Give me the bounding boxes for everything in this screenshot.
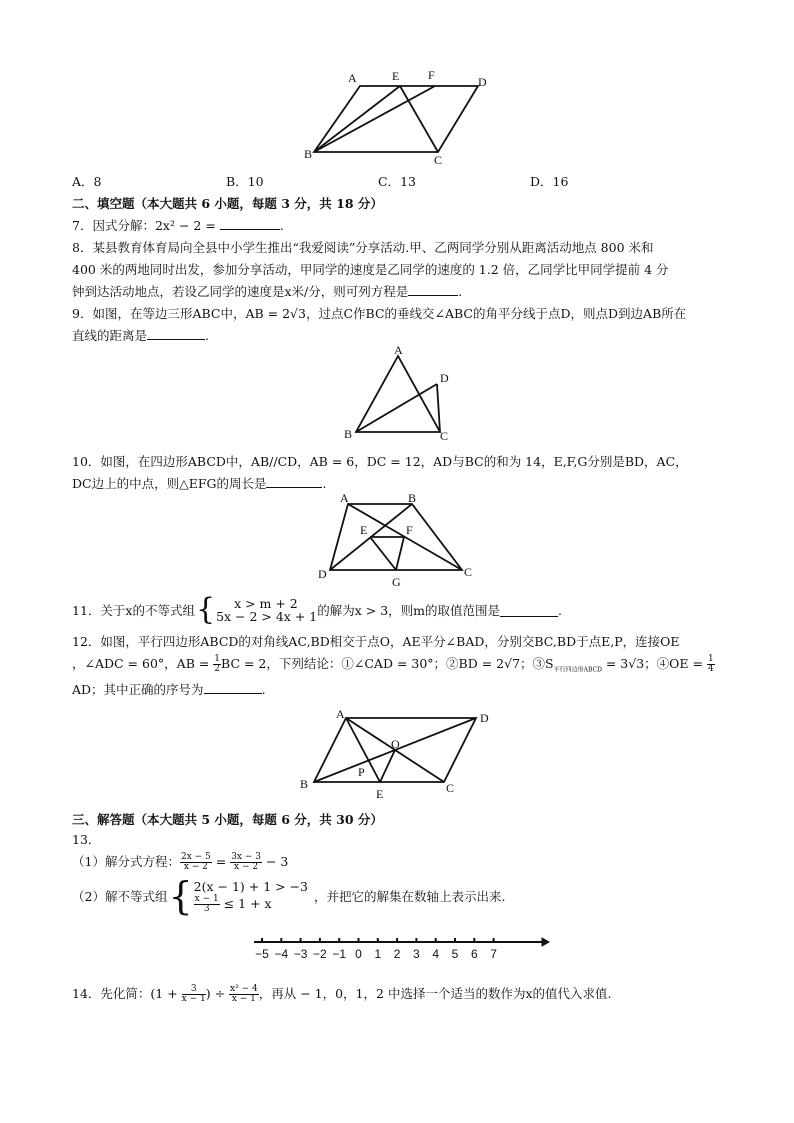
- q10-label-E: E: [360, 523, 368, 537]
- number-line-tick-label: −4: [274, 947, 289, 961]
- q10-label-G: G: [392, 575, 401, 589]
- q8-line2: 400 米的两地同时出发，参加分享活动，甲同学的速度是乙同学的速度的 1.2 倍，乙同学比甲同学提前 4 分: [72, 262, 669, 277]
- q14-frac1-num: 3: [182, 985, 206, 995]
- q13-p1-frac1: [180, 853, 212, 872]
- q12-frac-quarter: [707, 655, 715, 674]
- q13-p2-frac-den: 3: [203, 903, 210, 914]
- q6-label-C: C: [434, 153, 443, 166]
- choice-c: C．13: [378, 174, 416, 189]
- q12-sub: 平行四边形ABCD: [553, 666, 602, 674]
- q14: [72, 984, 611, 1004]
- q14-mid: ) ÷: [205, 986, 230, 1001]
- number-line-tick-label: 2: [393, 947, 401, 961]
- q9-label-B: B: [344, 427, 353, 441]
- q11-pre: 11．关于x的不等式组: [72, 603, 195, 618]
- q9-label-A: A: [394, 344, 403, 357]
- q11-blank[interactable]: [500, 604, 558, 617]
- q14-frac1: [182, 985, 206, 1004]
- q13-p1-tail: − 3: [261, 854, 289, 869]
- q7-blank[interactable]: [220, 217, 280, 230]
- q12-label-C: C: [446, 781, 455, 795]
- q10-label-A: A: [340, 491, 349, 505]
- q9-figure: [340, 344, 460, 444]
- q12-line2b: BC = 2，下列结论：①∠CAD = 30°；②BD = 2√7；③S: [221, 656, 554, 671]
- section2-title: 二、填空题（本大题共 6 小题，每题 3 分，共 18 分）: [72, 196, 383, 211]
- q6-line-BE: [314, 86, 400, 152]
- q12-line2: [72, 654, 715, 674]
- q10-blank[interactable]: [266, 475, 322, 488]
- q9-label-D: D: [440, 371, 449, 385]
- number-line-tick-label: 7: [490, 947, 497, 961]
- q12-frac-quarter-num: 1: [707, 654, 714, 664]
- q10-label-F: F: [406, 523, 413, 537]
- q8-line3: 钟到达活动地点，若设乙同学的速度是x米/分，则可列方程是 .: [72, 284, 463, 299]
- q13-part1: [72, 852, 288, 872]
- q8-line3-text: 钟到达活动地点，若设乙同学的速度是x米/分，则可列方程是: [72, 284, 409, 299]
- q9-line-CD: [437, 384, 440, 432]
- number-line-tick-label: −1: [332, 947, 347, 961]
- q13-p1-eq: =: [211, 854, 231, 869]
- q11-sys1: x > m + 2: [234, 596, 298, 611]
- q6-parallelogram: [314, 86, 478, 152]
- q12-frac-half: [213, 655, 221, 674]
- q14-frac2-num: x² − 4: [230, 984, 258, 994]
- q12-label-A: A: [336, 707, 345, 721]
- q9-blank[interactable]: [147, 327, 205, 340]
- q10-line1: 10．如图，在四边形ABCD中，AB//CD，AB = 6，DC = 12，AD与BC的和为 14，E,F,G分别是BD，AC，: [72, 454, 688, 469]
- number-line-tick-label: −3: [293, 947, 308, 961]
- q13-p1-frac1-num: 2x − 5: [180, 852, 211, 862]
- number-line-tick-label: 5: [451, 947, 459, 961]
- q10-line-AC: [348, 504, 462, 570]
- q10-figure: [312, 490, 482, 590]
- q13-p1-pre: （1）解分式方程：: [72, 854, 180, 869]
- q14-post: ，再从 − 1，0，1，2 中选择一个适当的数作为x的值代入求值.: [258, 986, 612, 1001]
- q9-line1: 9．如图，在等边三形ABC中，AB = 2√3，过点C作BC的垂线交∠ABC的角平分线于点D，则点D到边AB所在: [72, 306, 687, 321]
- q11-post: 的解为x > 3，则m的取值范围是: [317, 603, 501, 618]
- choice-a: A．8: [72, 174, 102, 189]
- q13-p1-frac1-den: x − 2: [183, 862, 208, 872]
- q13-p2-post: ，并把它的解集在数轴上表示出来.: [314, 889, 506, 904]
- q7-text: 7．因式分解：2x² − 2 =: [72, 218, 220, 233]
- q6-line-EC: [400, 86, 438, 152]
- q13-p2-brace: {: [168, 874, 193, 918]
- q12-label-O: O: [391, 737, 400, 751]
- q11-sys2: 5x − 2 > 4x + 1: [216, 609, 318, 624]
- q9-line2-text: 直线的距离是: [72, 328, 148, 343]
- q12-frac-half-den: 2: [214, 664, 221, 674]
- q12-frac-half-num: 1: [214, 654, 221, 664]
- q9-triangle: [356, 356, 440, 432]
- q13-p1-frac2: [230, 853, 262, 872]
- q6-figure: [300, 66, 500, 166]
- q10-line2: DC边上的中点，则△EFG的周长是 .: [72, 476, 327, 491]
- q10-line-FG: [396, 537, 404, 570]
- q14-frac2: [229, 985, 259, 1004]
- q13-part2: [72, 874, 506, 918]
- q11: 11．关于x的不等式组 { x > m + 2 5x − 2 > 4x + 1 的解为x > 3，则m的取值范围是 .: [72, 592, 562, 627]
- q12-label-E: E: [376, 787, 384, 801]
- choice-b: B．10: [226, 174, 264, 189]
- q12-figure: [296, 706, 506, 802]
- q9-line-BD: [356, 384, 437, 432]
- q6-line-BF: [314, 86, 435, 152]
- q13-number: 13．: [72, 832, 101, 847]
- q13-p2-sys2: [194, 895, 308, 914]
- number-line-tick-label: 0: [355, 947, 362, 961]
- q10-line-EG: [370, 537, 396, 570]
- q8-blank[interactable]: [408, 283, 458, 296]
- number-line-tick-label: −5: [255, 947, 269, 961]
- q11-brace: {: [195, 592, 216, 627]
- q6-label-A: A: [348, 71, 357, 85]
- q14-frac1-den: x − 1: [181, 994, 206, 1004]
- q12-line1: 12．如图，平行四边形ABCD的对角线AC,BD相交于点O，AE平分∠BAD，分别交BC,BD于点E,P，连接OE: [72, 634, 680, 649]
- q9-line2: 直线的距离是 .: [72, 328, 209, 343]
- q12-line3-text: AD；其中正确的序号为: [72, 682, 204, 697]
- q6-label-E: E: [392, 69, 400, 83]
- q7: 7．因式分解：2x² − 2 = .: [72, 218, 284, 233]
- q13-p1-frac2-num: 3x − 3: [231, 852, 261, 862]
- number-line-tick-label: 1: [374, 947, 382, 961]
- q12-line2c: = 3√3；④OE =: [601, 656, 707, 671]
- q13-p2-frac-num: x − 1: [194, 893, 219, 904]
- q13-p2-sys2-tail: ≤ 1 + x: [219, 895, 272, 911]
- q6-label-B: B: [304, 147, 313, 161]
- q10-label-C: C: [464, 565, 473, 579]
- number-line-tick-label: 3: [413, 947, 420, 961]
- q12-line3: AD；其中正确的序号为 .: [72, 682, 266, 697]
- q13-p1-frac2-den: x − 2: [234, 862, 259, 872]
- q6-label-F: F: [428, 68, 435, 82]
- number-line: [254, 932, 550, 962]
- q10-label-D: D: [318, 567, 327, 581]
- number-line-tick-label: 4: [432, 947, 440, 961]
- section3-title: 三、解答题（本大题共 5 小题，每题 6 分，共 30 分）: [72, 812, 383, 827]
- q14-frac2-den: x − 1: [231, 994, 256, 1004]
- q13-p2-sys1: 2(x − 1) + 1 > −3: [193, 878, 309, 894]
- q10-label-B: B: [408, 491, 417, 505]
- choice-d: D．16: [530, 174, 569, 189]
- q12-label-D: D: [480, 711, 489, 725]
- q9-label-C: C: [440, 429, 449, 443]
- q12-label-P: P: [358, 765, 365, 779]
- number-line-arrow: [542, 938, 549, 946]
- q14-pre: 14．先化简：(1 +: [72, 986, 182, 1001]
- q6-label-D: D: [478, 75, 487, 89]
- q10-line2-text: DC边上的中点，则△EFG的周长是: [72, 476, 267, 491]
- q12-blank[interactable]: [204, 681, 262, 694]
- q13-p2-system: [194, 879, 308, 914]
- q12-frac-quarter-den: 4: [707, 664, 714, 674]
- q12-line2a: ，∠ADC = 60°，AB =: [72, 656, 214, 671]
- q13-p2-pre: （2）解不等式组: [72, 889, 168, 904]
- number-line-tick-label: −2: [313, 947, 327, 961]
- q8-line1: 8．某县教育体育局向全县中小学生推出“我爱阅读”分享活动.甲、乙两同学分别从距离活动地点 800 米和: [72, 240, 654, 255]
- q11-system: [216, 597, 317, 623]
- q12-label-B: B: [300, 777, 309, 791]
- number-line-tick-label: 6: [470, 947, 478, 961]
